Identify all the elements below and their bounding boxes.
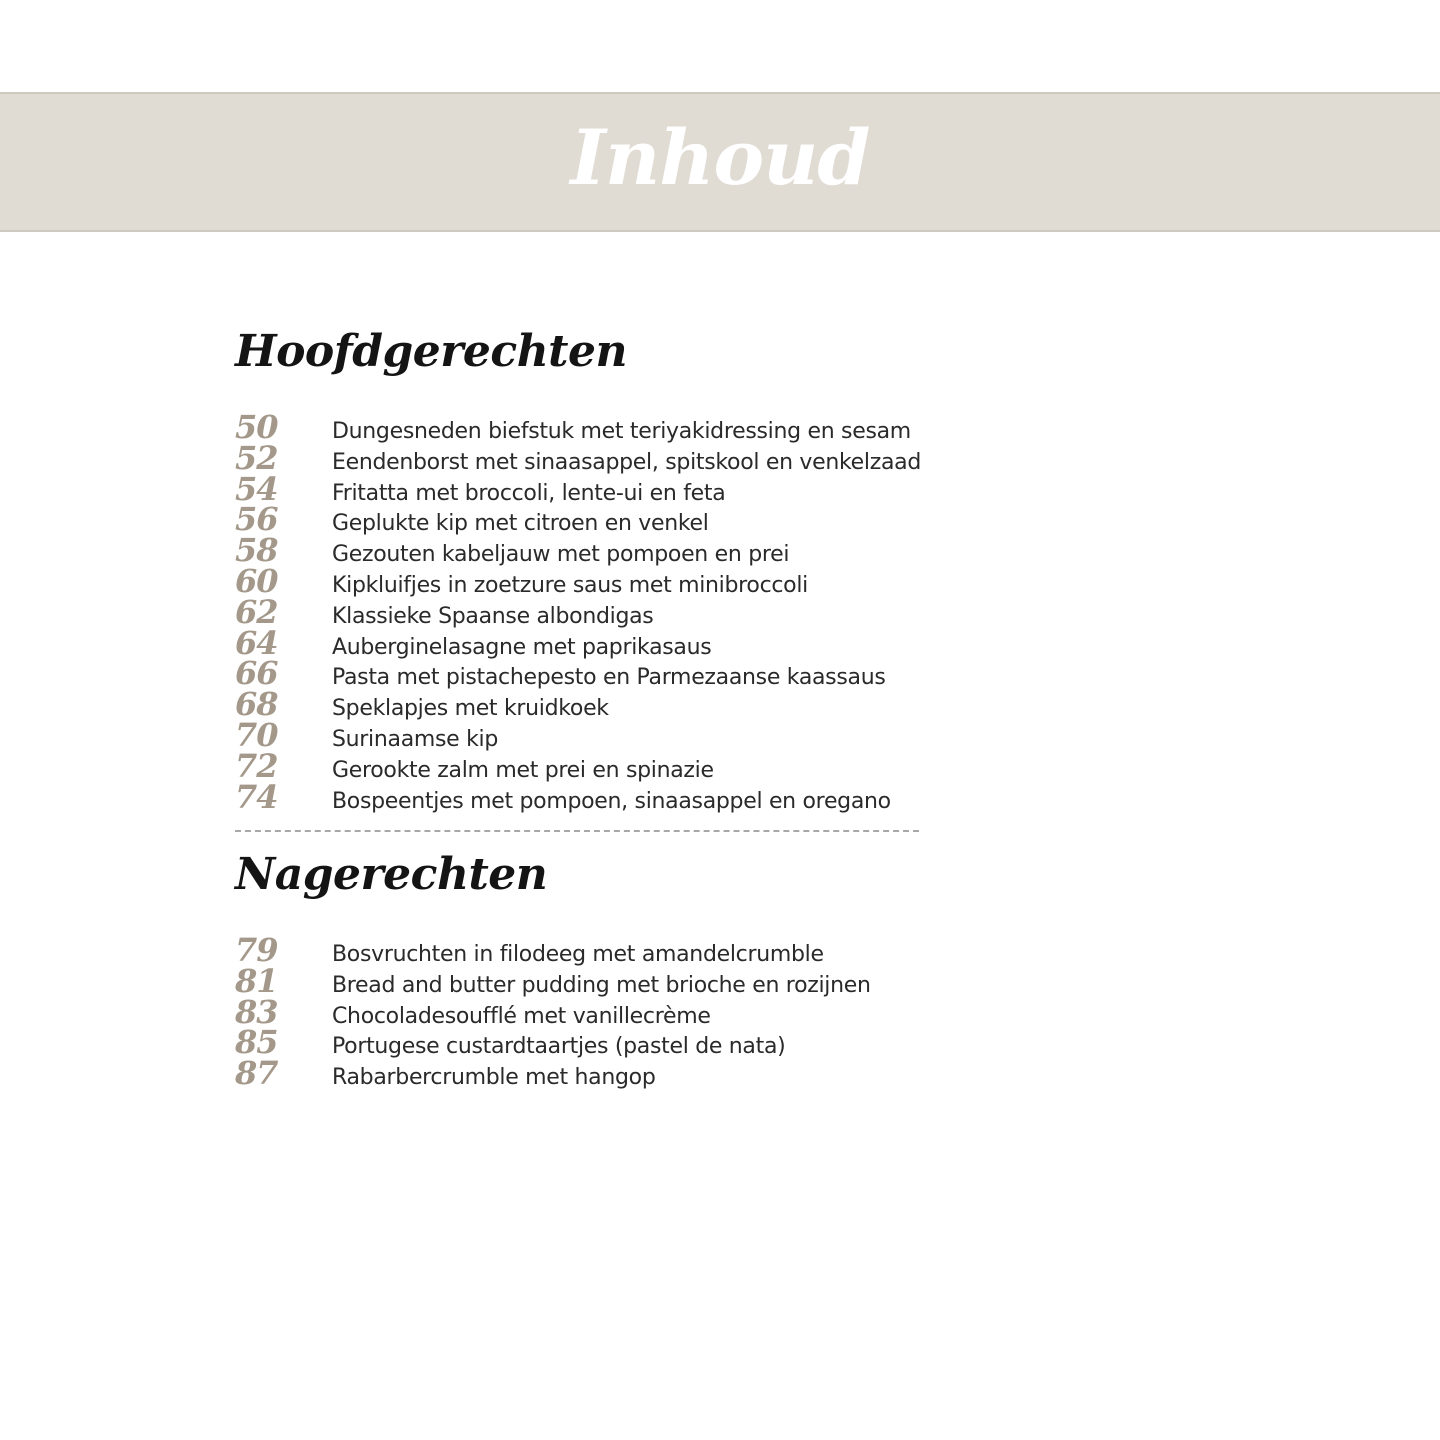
toc-item[interactable] [235,715,925,754]
page-number: 56 [235,500,278,539]
recipe-title: Chocoladesoufflé met vanillecrème [332,1003,711,1029]
toc-item[interactable] [235,777,925,816]
recipe-title: Gezouten kabeljauw met pompoen en prei [332,542,790,568]
toc-item[interactable] [235,592,925,631]
recipe-title: Rabarbercrumble met hangop [332,1065,656,1091]
toc-item[interactable] [235,531,925,570]
toc-item[interactable] [235,408,925,446]
page-number: 81 [235,961,278,1000]
section-hoofdgerechten [235,322,925,816]
recipe-title: Portugese custardtaartjes (pastel de nata) [332,1034,786,1060]
page-number: 85 [235,1023,278,1062]
recipe-title: Speklapjes met kruidkoek [332,696,609,722]
toc-item[interactable] [235,654,925,693]
toc-list [235,931,925,1093]
recipe-title: Dungesneden biefstuk met teriyakidressing en sesam [332,419,911,444]
page-number: 70 [235,715,278,754]
section-heading: Nagerechten [235,849,548,900]
recipe-title: Gerookte zalm met prei en spinazie [332,757,714,783]
recipe-title: Bread and butter pudding met brioche en rozijnen [332,972,871,998]
toc-item[interactable] [235,992,925,1031]
page-number: 66 [235,654,278,693]
recipe-title: Geplukte kip met citroen en venkel [332,511,709,537]
toc-item[interactable] [235,746,925,785]
page-number: 83 [235,992,278,1031]
toc-item[interactable] [235,685,925,724]
section-nagerechten [235,845,925,1093]
recipe-title: Bospeentjes met pompoen, sinaasappel en oregano [332,788,891,814]
recipe-title: Klassieke Spaanse albondigas [332,603,654,629]
page-number: 68 [235,685,278,724]
toc-list [235,408,925,816]
section-heading: Hoofdgerechten [235,326,627,377]
recipe-title: Surinaamse kip [332,726,499,752]
toc-item[interactable] [235,500,925,539]
page-number: 58 [235,531,278,570]
page-number: 79 [235,931,278,969]
page-number: 62 [235,592,278,631]
toc-item[interactable] [235,1054,925,1093]
section-divider [235,830,919,832]
toc-item[interactable] [235,561,925,600]
toc-item[interactable] [235,469,925,508]
recipe-title: Auberginelasagne met paprikasaus [332,634,712,660]
page-number: 50 [235,408,278,446]
page-title: Inhoud [570,113,870,202]
page-number: 60 [235,561,278,600]
toc-item[interactable] [235,961,925,1000]
page-number: 74 [235,777,278,816]
toc-item[interactable] [235,1023,925,1062]
page-number: 52 [235,438,278,477]
recipe-title: Bosvruchten in filodeeg met amandelcrumble [332,942,824,967]
header-band [0,92,1440,232]
recipe-title: Kipkluifjes in zoetzure saus met minibroccoli [332,572,808,598]
toc-item[interactable] [235,931,925,969]
toc-item[interactable] [235,438,925,477]
recipe-title: Pasta met pistachepesto en Parmezaanse kaassaus [332,665,886,691]
recipe-title: Fritatta met broccoli, lente-ui en feta [332,480,726,506]
page-number: 64 [235,623,278,662]
page-number: 54 [235,469,278,508]
page-number: 72 [235,746,278,785]
page-number: 87 [235,1054,278,1093]
recipe-title: Eendenborst met sinaasappel, spitskool en venkelzaad [332,449,922,475]
toc-item[interactable] [235,623,925,662]
